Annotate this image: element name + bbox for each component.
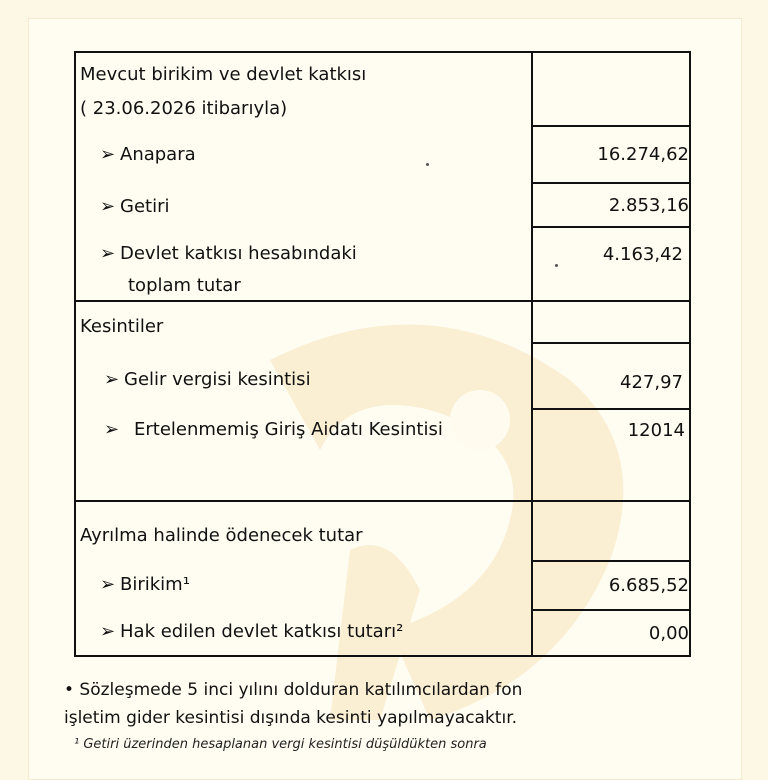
statement-table [74, 51, 691, 657]
arrowhead-bullet-icon: ➢ [100, 196, 116, 217]
row-label-line2: toplam tutar [128, 275, 241, 296]
row-value: 0,00 [532, 610, 690, 656]
row-value: 6.685,52 [532, 561, 690, 610]
row-value-cell [532, 227, 690, 301]
row-label: Gelir vergisi kesintisi [124, 369, 311, 390]
notes-block [64, 676, 664, 732]
row-getiri [75, 183, 532, 227]
row-label: Ertelenmemiş Giriş Aidatı Kesintisi [134, 419, 443, 440]
speck [555, 264, 558, 267]
arrowhead-bullet-icon: ➢ [100, 621, 116, 642]
row-value: 2.853,16 [532, 183, 690, 227]
row-value-cell [532, 343, 690, 409]
empty-value-cell [532, 301, 690, 343]
footnote-1: ¹ Getiri üzerinden hesaplanan vergi kesintisi düşüldükten sonra [74, 737, 487, 752]
empty-value-cell [532, 52, 690, 126]
row-label: Birikim¹ [120, 574, 190, 595]
arrowhead-bullet-icon: ➢ [104, 369, 120, 390]
row-hak-edilen [75, 610, 532, 656]
row-devlet-katkisi [75, 227, 532, 301]
section-header-cell [75, 52, 532, 126]
row-birikim [75, 561, 532, 610]
section1-title: Mevcut birikim ve devlet katkısı [80, 64, 367, 85]
arrowhead-bullet-icon: ➢ [100, 574, 116, 595]
row-value-cell [532, 409, 690, 501]
section-header-cell [75, 301, 532, 343]
section-header-cell [75, 501, 532, 561]
row-label-line1: Devlet katkısı hesabındaki [120, 243, 357, 264]
row-value: 12014 [627, 420, 685, 441]
arrowhead-bullet-icon: ➢ [100, 144, 116, 165]
note-line: • Sözleşmede 5 inci yılını dolduran katılımcılardan fon [64, 680, 523, 700]
row-anapara [75, 126, 532, 183]
row-giris-aidati [75, 409, 532, 501]
row-value: 4.163,42 [602, 244, 683, 265]
row-value: 16.274,62 [532, 126, 690, 183]
row-label: Anapara [120, 144, 196, 165]
row-value: 427,97 [620, 372, 683, 393]
section3-title: Ayrılma halinde ödenecek tutar [80, 525, 363, 546]
note-line: işletim gider kesintisi dışında kesinti yapılmayacaktır. [64, 708, 518, 728]
row-label: Hak edilen devlet katkısı tutarı² [120, 621, 404, 642]
section2-title: Kesintiler [80, 316, 164, 337]
row-label: Getiri [120, 196, 170, 217]
row-gelir-vergisi [75, 343, 532, 409]
arrowhead-bullet-icon: ➢ [100, 243, 116, 264]
arrowhead-bullet-icon: ➢ [104, 419, 120, 440]
section1-date: ( 23.06.2026 itibarıyla) [80, 98, 288, 119]
empty-value-cell [532, 501, 690, 561]
speck [426, 163, 429, 166]
